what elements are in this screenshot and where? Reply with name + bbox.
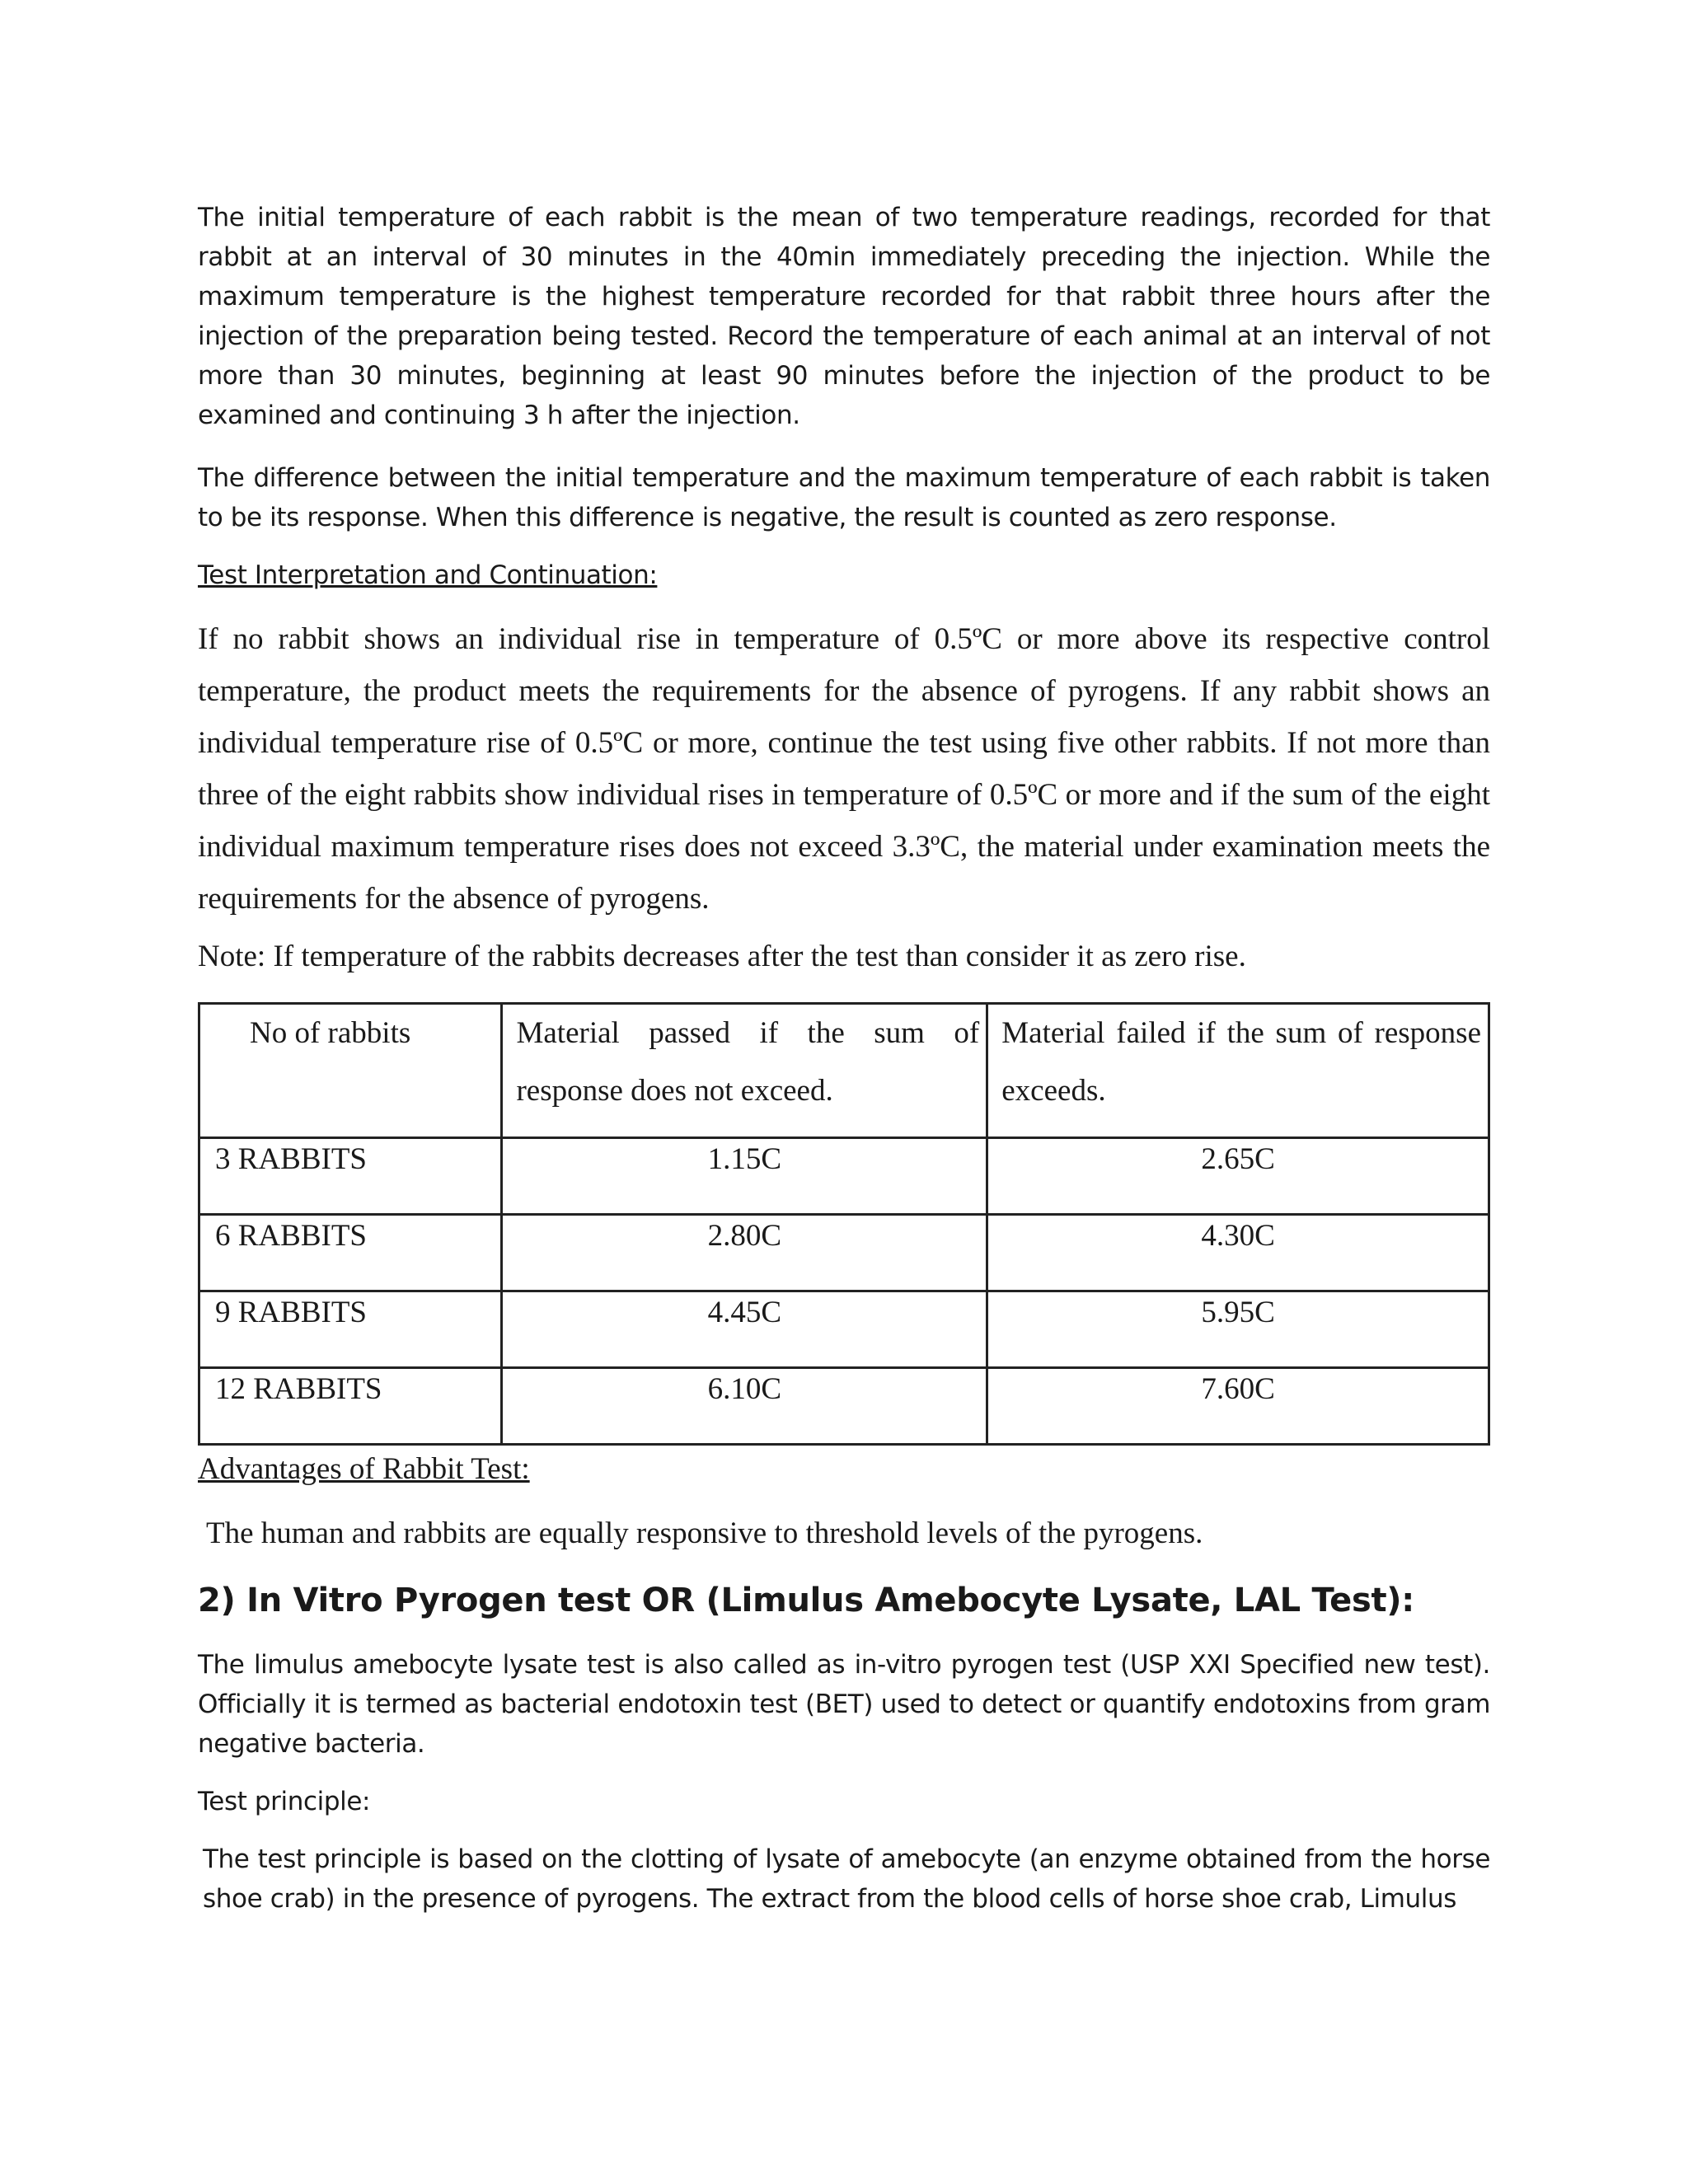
cell-rabbits: 12 RABBITS [199, 1368, 502, 1445]
cell-failed-limit: 7.60C [987, 1368, 1489, 1445]
document-page [198, 198, 1490, 1919]
table-row [199, 1215, 1489, 1291]
cell-passed-limit: 6.10C [502, 1368, 987, 1445]
cell-rabbits: 3 RABBITS [199, 1138, 502, 1215]
header-material-passed: Material passed if the sum of response does not exceed. [502, 1004, 987, 1138]
rabbit-results-table [198, 1002, 1490, 1446]
paragraph-test-principle: The test principle is based on the clotting of lysate of amebocyte (an enzyme obtained from the horse shoe crab) in the presence of pyrogens. The extract from the blood cells of horse shoe crab, Limulus [203, 1844, 1490, 1914]
heading-test-principle: Test principle: [198, 1787, 371, 1816]
paragraph-interpretation: If no rabbit shows an individual rise in temperature of 0.5ºC or more above its respective control temperature, the product meets the requirements for the absence of pyrogens. If any rabbit shows an individual temperature rise of 0.5ºC or more, continue the test using five other rabbits. If not more than three of the eight rabbits show individual rises in temperature of 0.5ºC or more and if the sum of the eight individual maximum temperature rises does not exceed 3.3ºC, the material under examination meets the requirements for the absence of pyrogens. [198, 622, 1490, 916]
table-row [199, 1291, 1489, 1368]
paragraph-note: Note: If temperature of the rabbits decreases after the test than consider it as zero rise. [198, 940, 1246, 973]
cell-rabbits: 6 RABBITS [199, 1215, 502, 1291]
cell-passed-limit: 1.15C [502, 1138, 987, 1215]
paragraph-advantages: The human and rabbits are equally responsive to threshold levels of the pyrogens. [206, 1516, 1203, 1550]
cell-failed-limit: 2.65C [987, 1138, 1489, 1215]
heading-advantages: Advantages of Rabbit Test: [198, 1452, 530, 1486]
cell-failed-limit: 4.30C [987, 1215, 1489, 1291]
heading-test-interpretation: Test Interpretation and Continuation: [198, 560, 658, 590]
cell-failed-limit: 5.95C [987, 1291, 1489, 1368]
table-row [199, 1368, 1489, 1445]
cell-passed-limit: 4.45C [502, 1291, 987, 1368]
table-header-row [199, 1004, 1489, 1138]
paragraph-response-difference: The difference between the initial temperature and the maximum temperature of each rabbit is taken to be its response. When this difference is negative, the result is counted as zero response. [198, 463, 1490, 532]
paragraph-lal-intro: The limulus amebocyte lysate test is also called as in-vitro pyrogen test (USP XXI Specified new test). Officially it is termed as bacterial endotoxin test (BET) used to detect or quantify endotoxins from gram negative bacteria. [198, 1650, 1490, 1759]
cell-rabbits: 9 RABBITS [199, 1291, 502, 1368]
cell-passed-limit: 2.80C [502, 1215, 987, 1291]
header-no-of-rabbits: No of rabbits [199, 1004, 502, 1138]
header-material-failed: Material failed if the sum of response exceeds. [987, 1004, 1489, 1138]
heading-lal-test: 2) In Vitro Pyrogen test OR (Limulus Amebocyte Lysate, LAL Test): [198, 1582, 1414, 1619]
paragraph-initial-temperature: The initial temperature of each rabbit is the mean of two temperature readings, recorded for that rabbit at an interval of 30 minutes in the 40min immediately preceding the injection. While the maximum temperature is the highest temperature recorded for that rabbit three hours after the injection of the preparation being tested. Record the temperature of each animal at an interval of not more than 30 minutes, beginning at least 90 minutes before the injection of the product to be examined and continuing 3 h after the injection. [198, 203, 1490, 430]
table-row [199, 1138, 1489, 1215]
